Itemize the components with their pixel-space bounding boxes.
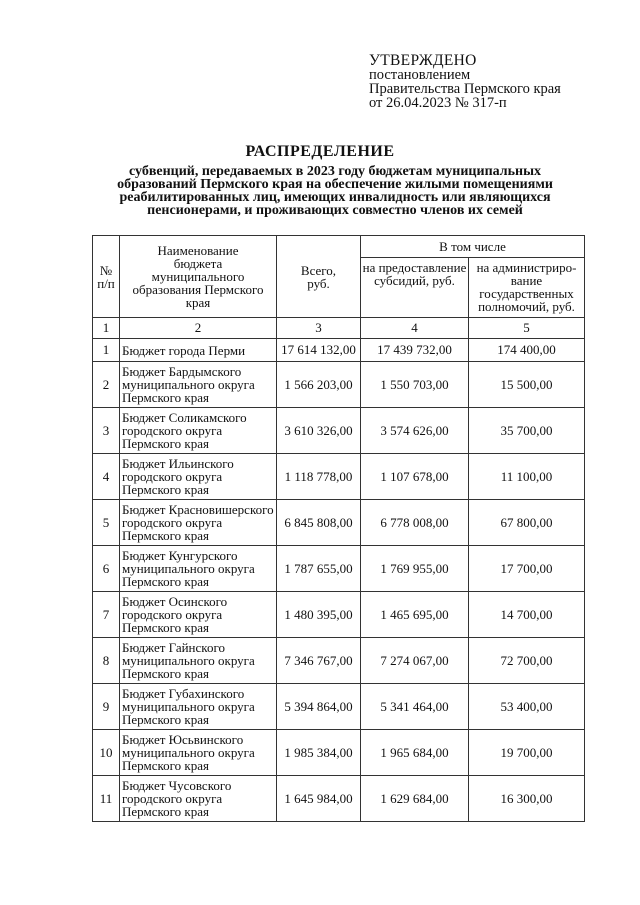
row-budget-name: Бюджет Гайнского муниципального округа Пермского края: [120, 638, 277, 684]
subtitle-line: субвенций, передаваемых в 2023 году бюджетам муниципальных: [128, 164, 542, 179]
row-total: 1 787 655,00: [277, 546, 361, 592]
row-subsidies: 17 439 732,00: [361, 339, 469, 362]
column-index: 5: [469, 318, 585, 339]
table-row: [93, 776, 585, 822]
document-title: РАСПРЕДЕЛЕНИЕ: [245, 143, 395, 160]
row-total: 1 480 395,00: [277, 592, 361, 638]
column-index: 3: [277, 318, 361, 339]
subtitle-line: пенсионерами, и проживающих совместно членов их семей: [147, 203, 523, 218]
row-subsidies: 1 629 684,00: [361, 776, 469, 822]
row-total: 17 614 132,00: [277, 339, 361, 362]
approval-date: от 26.04.2023 № 317-п: [369, 95, 507, 111]
row-budget-name: Бюджет Кунгурского муниципального округа Пермского края: [120, 546, 277, 592]
row-admin: 14 700,00: [469, 592, 585, 638]
approval-line: постановлением: [369, 67, 471, 83]
row-subsidies: 3 574 626,00: [361, 408, 469, 454]
document-subtitle: [90, 165, 580, 217]
row-budget-name: Бюджет Ильинского городского округа Пермского края: [120, 454, 277, 500]
row-num: 1: [93, 339, 120, 362]
table-row: [93, 454, 585, 500]
row-admin: 53 400,00: [469, 684, 585, 730]
subtitle-line: реабилитированных лиц, имеющих инвалидность или являющихся: [119, 190, 551, 205]
table-row: [93, 500, 585, 546]
header-including: В том числе: [361, 236, 585, 258]
row-subsidies: 6 778 008,00: [361, 500, 469, 546]
row-admin: 174 400,00: [469, 339, 585, 362]
approval-line: Правительства Пермского края: [369, 81, 561, 97]
row-subsidies: 7 274 067,00: [361, 638, 469, 684]
header-total: Всего, руб.: [277, 236, 361, 318]
table-row: [93, 546, 585, 592]
row-subsidies: 1 769 955,00: [361, 546, 469, 592]
row-total: 1 985 384,00: [277, 730, 361, 776]
row-admin: 35 700,00: [469, 408, 585, 454]
column-index: 4: [361, 318, 469, 339]
table-row: [93, 684, 585, 730]
row-num: 8: [93, 638, 120, 684]
row-total: 1 645 984,00: [277, 776, 361, 822]
row-total: 6 845 808,00: [277, 500, 361, 546]
row-budget-name: Бюджет Бардымского муниципального округа Пермского края: [120, 362, 277, 408]
row-subsidies: 1 465 695,00: [361, 592, 469, 638]
row-subsidies: 1 107 678,00: [361, 454, 469, 500]
distribution-table: [92, 235, 585, 822]
row-budget-name: Бюджет Соликамского городского округа Пермского края: [120, 408, 277, 454]
approval-heading: УТВЕРЖДЕНО: [369, 52, 477, 69]
column-index: 2: [120, 318, 277, 339]
table-row: [93, 730, 585, 776]
row-admin: 72 700,00: [469, 638, 585, 684]
table-row: [93, 408, 585, 454]
row-admin: 67 800,00: [469, 500, 585, 546]
table-row: [93, 362, 585, 408]
row-subsidies: 1 550 703,00: [361, 362, 469, 408]
row-admin: 19 700,00: [469, 730, 585, 776]
row-total: 1 118 778,00: [277, 454, 361, 500]
row-budget-name: Бюджет Чусовского городского округа Пермского края: [120, 776, 277, 822]
row-num: 5: [93, 500, 120, 546]
row-num: 2: [93, 362, 120, 408]
row-admin: 16 300,00: [469, 776, 585, 822]
row-num: 6: [93, 546, 120, 592]
row-budget-name: Бюджет города Перми: [120, 339, 277, 362]
column-index-row: [93, 318, 585, 339]
header-admin: на администриро-вание государственных полномочий, руб.: [469, 258, 585, 318]
row-budget-name: Бюджет Осинского городского округа Пермского края: [120, 592, 277, 638]
row-num: 10: [93, 730, 120, 776]
row-budget-name: Бюджет Губахинского муниципального округа Пермского края: [120, 684, 277, 730]
approval-block: [369, 54, 619, 110]
subtitle-line: образований Пермского края на обеспечение жилыми помещениями: [117, 177, 553, 192]
header-subsidies: на предоставление субсидий, руб.: [361, 258, 469, 318]
table-row: [93, 638, 585, 684]
table-row: [93, 339, 585, 362]
row-admin: 17 700,00: [469, 546, 585, 592]
row-total: 1 566 203,00: [277, 362, 361, 408]
table-row: [93, 592, 585, 638]
row-admin: 15 500,00: [469, 362, 585, 408]
row-total: 3 610 326,00: [277, 408, 361, 454]
row-subsidies: 5 341 464,00: [361, 684, 469, 730]
row-total: 5 394 864,00: [277, 684, 361, 730]
column-index: 1: [93, 318, 120, 339]
row-budget-name: Бюджет Юсьвинского муниципального округа Пермского края: [120, 730, 277, 776]
row-num: 3: [93, 408, 120, 454]
row-budget-name: Бюджет Красновишерского городского округа Пермского края: [120, 500, 277, 546]
row-num: 9: [93, 684, 120, 730]
row-total: 7 346 767,00: [277, 638, 361, 684]
row-num: 7: [93, 592, 120, 638]
header-budget-name: Наименование бюджета муниципального образования Пермского края: [120, 236, 277, 318]
row-subsidies: 1 965 684,00: [361, 730, 469, 776]
row-admin: 11 100,00: [469, 454, 585, 500]
row-num: 11: [93, 776, 120, 822]
row-num: 4: [93, 454, 120, 500]
header-num: № п/п: [93, 236, 120, 318]
